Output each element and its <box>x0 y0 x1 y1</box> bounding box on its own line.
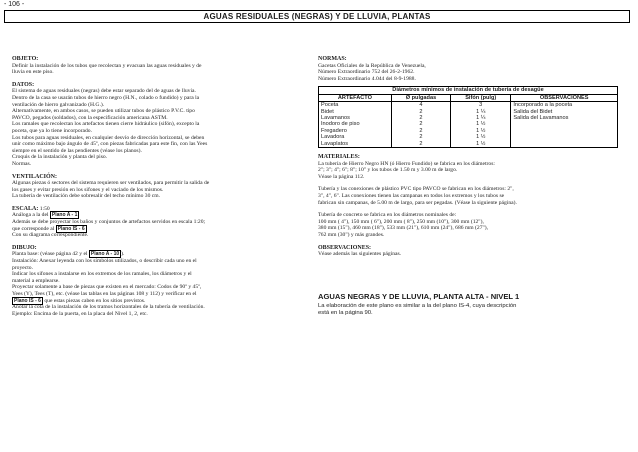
table-cell: 2 <box>391 141 450 148</box>
normas-heading: NORMAS: <box>318 56 347 62</box>
dibujo-line: Instalación: Anexar leyenda con los símbolos utilizados, o describir cada uno en el <box>12 258 197 265</box>
datos-line: ventilación de hierro galvanizado (H.G.). <box>12 101 105 108</box>
table-cell: 1 ½ <box>451 128 511 134</box>
table-cell: Incorporado a la poceta <box>511 102 618 109</box>
table-cell: Salida del Lavamanos <box>511 115 618 121</box>
observaciones-heading: OBSERVACIONES: <box>318 244 372 251</box>
pipe-diameter-table <box>318 86 618 148</box>
table-header: Sifón (pulg) <box>451 94 511 101</box>
dibujo-line: Anotar la cota de la instalación de los tramos horizontales de la tubería de ventilación. <box>12 304 205 311</box>
datos-line: poceta, que ya lo tiene incorporado. <box>12 127 92 134</box>
pvc-line: 3", 4", 6". Las conexiones tienen las campanas en todos los extremos y los tubos se <box>318 193 505 199</box>
datos-line: siempre en el sentido de las pendientes (véase los planos). <box>12 147 142 154</box>
escala-heading: ESCALA: <box>12 205 39 212</box>
dibujo-heading: DIBUJO: <box>12 244 37 251</box>
subtitle-text: está en la página 90. <box>318 310 373 317</box>
ventilacion-line: La tubería de ventilación debe sobresalir del techo mínimo 30 cm. <box>12 193 161 200</box>
table-cell: Bidet <box>319 109 392 115</box>
table-cell: 2 <box>391 115 450 121</box>
table-cell: Poceta <box>319 102 392 109</box>
table-title: Diámetros mínimos de instalación de tubería de desagüe <box>319 87 618 94</box>
table-cell: Inodoro de piso <box>319 121 392 127</box>
dibujo-line: proyecto. <box>12 264 33 271</box>
page-title: AGUAS RESIDUALES (NEGRAS) Y DE LLUVIA, PLANTAS <box>4 10 630 23</box>
subtitle-text: La elaboración de este plano es similar a la del plano IS-4, cuya descripción <box>318 303 517 310</box>
ventilacion-line: los gases y evitar presión en los sifones y el vaciado de los mismos. <box>12 186 164 193</box>
datos-line: Dentro de la casa se usarán tubos de hierro negro (H.N., colado o fundido) y para la <box>12 94 200 101</box>
datos-line: El sistema de aguas residuales (negras) debe estar separado del de aguas de lluvia. <box>12 88 196 95</box>
ventilacion-line: Algunas piezas ó sectores del sistema requieren ser ventilados, para permitir la salida de <box>12 180 210 187</box>
table-cell: 1 ¼ <box>451 115 511 121</box>
table-header: Ø pulgadas <box>391 94 450 101</box>
table-cell: 2 <box>391 134 450 140</box>
objeto-heading: OBJETO: <box>12 56 39 62</box>
table-row <box>319 102 618 109</box>
table-cell: 2 <box>391 121 450 127</box>
table-cell: 1 ½ <box>451 121 511 127</box>
escala-value: 1:50 <box>39 205 50 212</box>
table-cell: 2 <box>391 109 450 115</box>
plano-is6-reference: Plano IS - 6 <box>57 225 85 232</box>
concreto-line: 762 mm (30") y más grandes. <box>318 231 385 238</box>
normas-line: Gacetas Oficiales de la República de Venezuela, <box>318 62 426 69</box>
dibujo-line: Proyectar solamente a base de piezas que existen en el mercado: Codos de 90º y 45º, <box>12 284 202 291</box>
dibujo-line: Ejemplo: Encima de la puerta, en la placa del Nivel 1, 2, etc. <box>12 310 148 317</box>
datos-line: Croquis de la instalación y planta del piso. <box>12 154 108 161</box>
materiales-line: 2"; 3"; 4"; 6"; 8"; 10" y los tubos de 1.50 m y 3.00 m de largo. <box>318 167 458 174</box>
page-number: - 106 - <box>4 1 25 8</box>
table-cell: 4 <box>391 102 450 109</box>
table-cell: Lavadora <box>319 134 392 140</box>
section-subtitle: AGUAS NEGRAS Y DE LLUVIA, PLANTA ALTA - NIVEL 1 <box>318 291 520 301</box>
materiales-heading: MATERIALES: <box>318 154 360 161</box>
table-cell: Lavaplatos <box>319 141 392 148</box>
normas-line: Número Extraordinario 4.044 del 8-9-1988. <box>318 75 416 82</box>
objeto-line: lluvia en este piso. <box>12 69 54 76</box>
materiales-line: La tubería de Hierro Negro HN (ó Hierro Fundido) se fabrica en los diámetros: <box>318 160 495 167</box>
table-cell: 1 ¼ <box>451 109 511 115</box>
datos-line: unir como máximo bajo ángulo de 45º, con piezas fabricadas para este fin, con las Yees <box>12 141 208 148</box>
materiales-line: Véase la página 112. <box>318 173 365 180</box>
table-row <box>319 141 618 148</box>
concreto-line: 380 mm (15"), 460 mm (18"), 533 mm (21"), 610 mm (24"), 686 mm (27"), <box>318 225 489 232</box>
escala-text: que corresponde al <box>12 225 55 232</box>
plano-a1-reference: Plano A - 1 <box>51 212 78 219</box>
datos-line: Normas. <box>12 160 32 167</box>
dibujo-text: que estas piezas caben en los sitios previstos. <box>44 297 146 304</box>
table-header: OBSERVACIONES <box>511 94 618 101</box>
pvc-line: fabrican sin campanas, de 5.00 m de largo, para ser pegadas. (Véase la siguiente página). <box>318 199 517 206</box>
table-cell: Lavamanos <box>319 115 392 121</box>
table-header: ARTEFACTO <box>319 94 392 101</box>
normas-line: Número Extraordinario 752 del 26-2-1962. <box>318 69 415 76</box>
datos-line: Los tubos para aguas residuales, en cualquier desvío de dirección horizontal, se deben <box>12 134 205 141</box>
datos-heading: DATOS: <box>12 81 35 88</box>
table-cell: 1 ½ <box>451 141 511 148</box>
dibujo-line: Yees (Y), Tees (T), etc. (véase las tablas en las páginas 108 y 112) y verificar en el <box>12 291 197 297</box>
right-column <box>318 56 626 317</box>
objeto-line: Definir la instalación de los tubos que recolectan y evacuan las aguas residuales y de <box>12 62 202 69</box>
observaciones-line: Véase además las siguientes páginas. <box>318 251 402 258</box>
table-cell: Salida del Bidet <box>511 109 618 115</box>
table-cell <box>511 141 618 148</box>
datos-line: PAVCO, pegados (soldados), con la especificación americana ASTM. <box>12 114 168 121</box>
escala-line: Además se debe proyectar los baños y conjuntos de artefactos servidos en escala 1:20; <box>12 219 206 226</box>
table-cell: 3 <box>451 102 511 109</box>
table-cell: 2 <box>391 128 450 134</box>
dibujo-line: Indicar los sifones a instalarse en los extremos de los ramales, los diámetros y el <box>12 271 192 278</box>
datos-line: Los ramales que recolectan los artefactos tienen cierre hidráulico (sifón), excepto la <box>12 121 200 128</box>
concreto-line: 100 mm ( 4"), 150 mm ( 6"), 200 mm ( 8"), 250 mm (10"), 300 mm (12"), <box>318 218 484 225</box>
dibujo-text: ). <box>121 251 125 258</box>
concreto-line: Tubería de concreto se fabrica en los diámetros nominales de: <box>318 212 457 219</box>
table-cell: 1 ½ <box>451 134 511 140</box>
pvc-line: Tubería y las conexiones de plástico PVC tipo PAVCO se fabrican en los diámetros: 2", <box>318 186 514 193</box>
ventilacion-heading: VENTILACIÓN: <box>12 173 58 180</box>
datos-line: Alternativamente, en ambos casos, se pueden utilizar tubos de plástico P.V.C. tipo <box>12 108 195 115</box>
escala-text: Análoga a la del <box>12 212 49 219</box>
plano-a10-reference: Plano A - 10 <box>90 251 120 258</box>
plano-is6-reference: Plano IS - 6 <box>14 297 41 304</box>
escala-line: Con su diagrama correspondiente. <box>12 232 89 239</box>
table-cell: Fregadero <box>319 128 392 134</box>
left-column <box>12 56 295 317</box>
dibujo-text: Planta base: (véase página 42 y el <box>12 251 88 258</box>
dibujo-line: material a emplearse. <box>12 277 60 284</box>
